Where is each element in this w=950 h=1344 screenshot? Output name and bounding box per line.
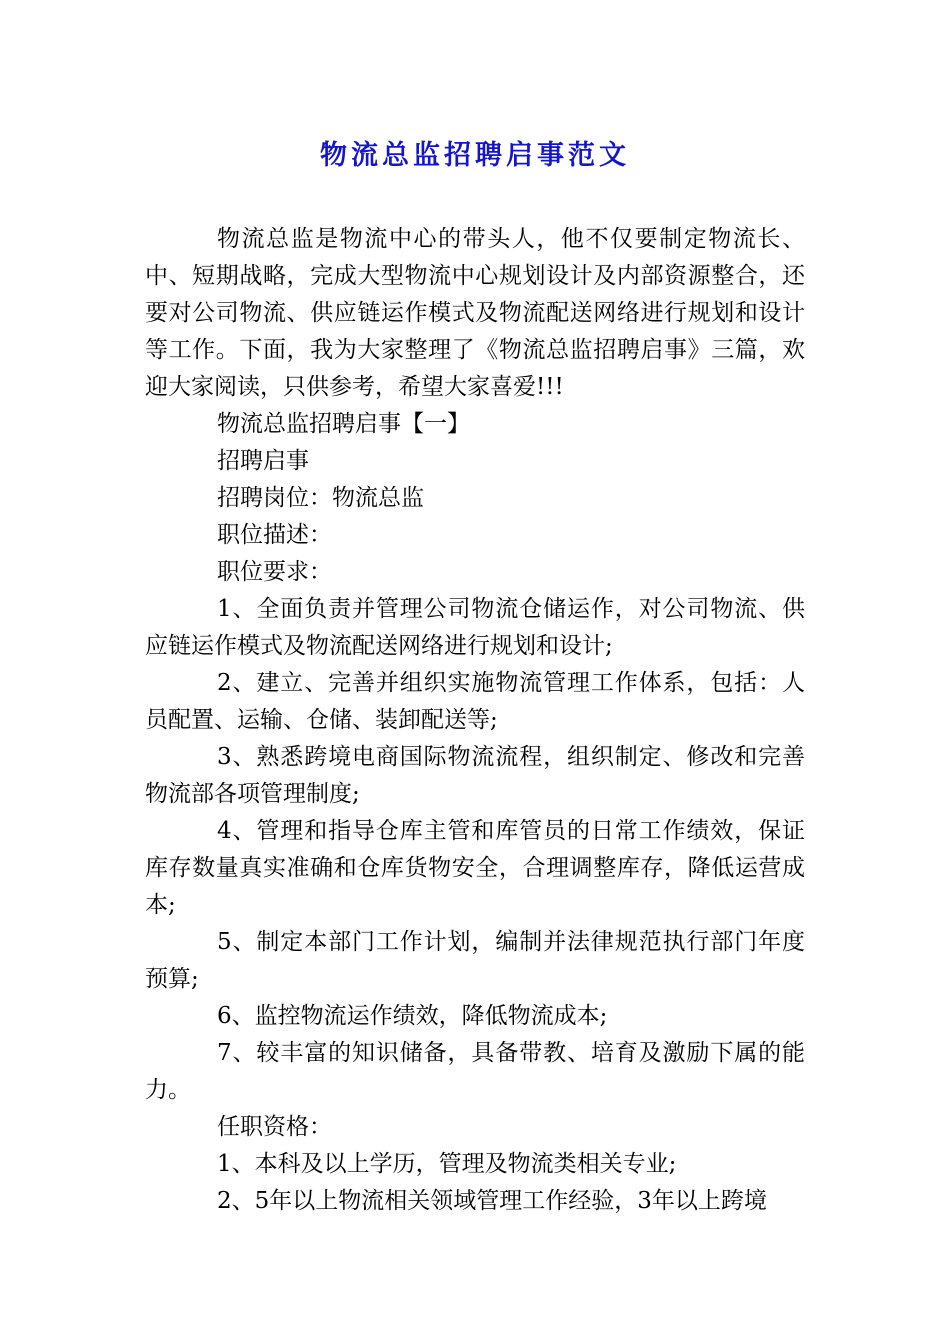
notice-heading: 招聘启事 <box>217 448 309 474</box>
intro-paragraph: 物流总监是物流中心的带头人，他不仅要制定物流长、中、短期战略，完成大型物流中心规划设计及内部资源整合，还要对公司物流、供应链运作模式及物流配送网络进行规划和设计等工作。下面，我为大家整理了《物流总监招聘启事》三篇，欢迎大家阅读，只供参考，希望大家喜爱!!! <box>145 226 805 400</box>
requirement-item: 6、监控物流运作绩效，降低物流成本; <box>217 1003 608 1029</box>
job-description-label: 职位描述： <box>217 522 332 548</box>
qualification-item: 2、5年以上物流相关领域管理工作经验，3年以上跨境 <box>217 1188 767 1214</box>
job-requirements-label: 职位要求： <box>217 559 332 585</box>
section-heading: 物流总监招聘启事【一】 <box>217 411 470 437</box>
requirement-item: 1、全面负责并管理公司物流仓储运作，对公司物流、供应链运作模式及物流配送网络进行规划和设计; <box>145 596 805 659</box>
requirement-item: 5、制定本部门工作计划，编制并法律规范执行部门年度预算; <box>145 929 805 992</box>
document-body <box>145 221 805 1220</box>
qualification-item: 1、本科及以上学历，管理及物流类相关专业; <box>217 1151 677 1177</box>
requirement-item: 2、建立、完善并组织实施物流管理工作体系，包括：人员配置、运输、仓储、装卸配送等; <box>145 670 805 733</box>
document-title: 物流总监招聘启事范文 <box>320 140 630 171</box>
position-line: 招聘岗位：物流总监 <box>217 485 424 511</box>
requirement-item: 4、管理和指导仓库主管和库管员的日常工作绩效，保证库存数量真实准确和仓库货物安全，合理调整库存，降低运营成本; <box>145 818 805 918</box>
qualifications-label: 任职资格： <box>217 1114 332 1140</box>
requirement-item: 7、较丰富的知识储备，具备带教、培育及激励下属的能力。 <box>145 1040 805 1103</box>
requirement-item: 3、熟悉跨境电商国际物流流程，组织制定、修改和完善物流部各项管理制度; <box>145 744 805 807</box>
